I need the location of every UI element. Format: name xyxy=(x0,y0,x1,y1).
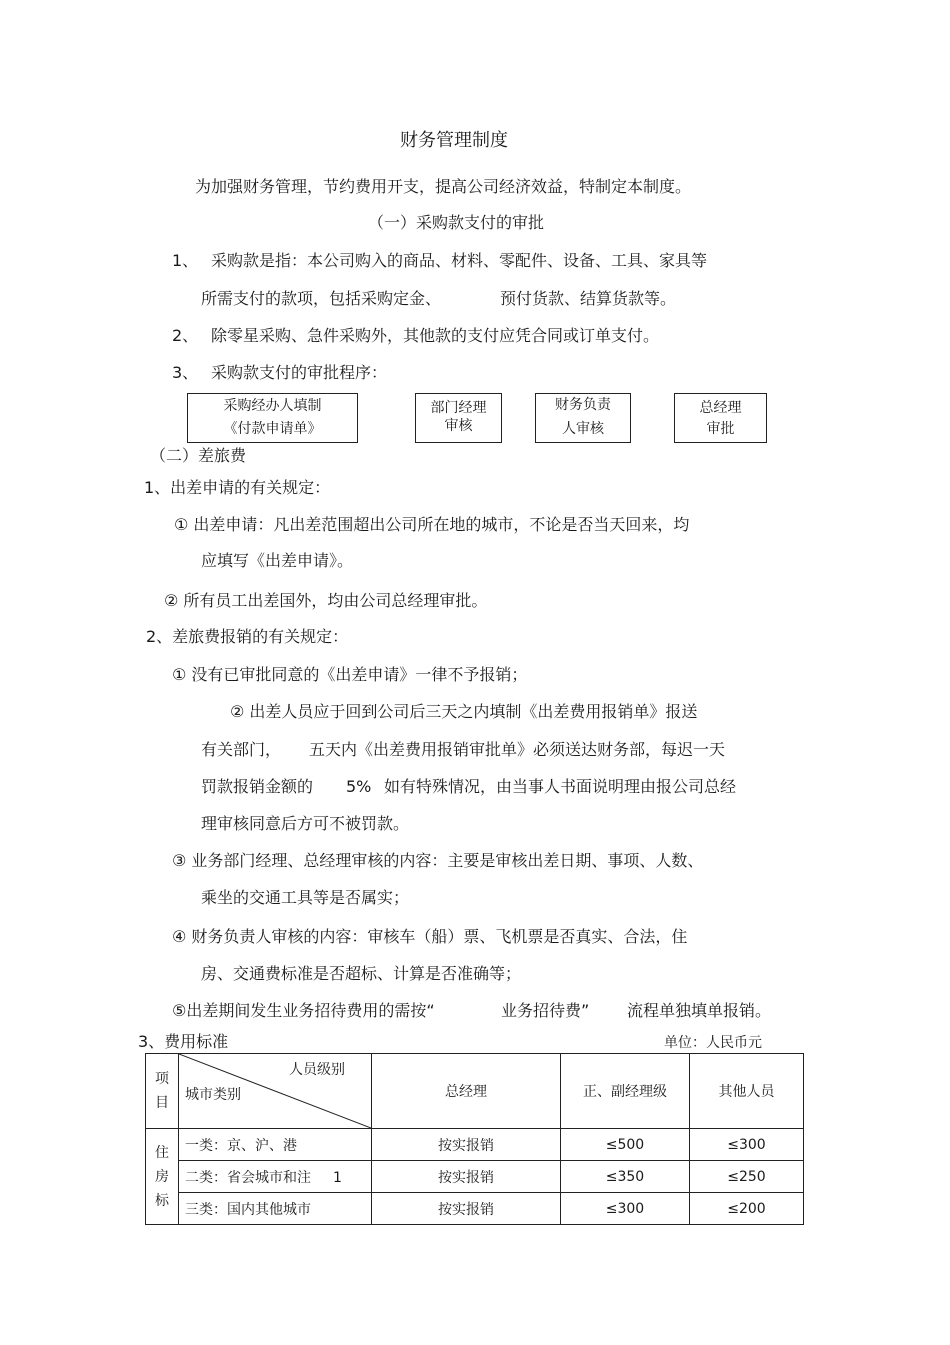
item-column-header xyxy=(146,1054,179,1129)
flow-step-line1: 总经理 xyxy=(699,400,742,416)
flow-step-line2: 《付款申请单》 xyxy=(223,421,322,437)
sub2-item2: ② 出差人员应于回到公司后三天之内填制《出差费用报销单》报送 xyxy=(230,702,698,721)
flow-step-finance xyxy=(535,393,631,443)
section1-heading: （一）采购款支付的审批 xyxy=(368,213,545,232)
group-label-char: 标 xyxy=(155,1192,169,1209)
item1-text-cont2: 预付货款、结算货款等。 xyxy=(500,289,677,308)
gm-value-cell: 按实报销 xyxy=(372,1193,561,1225)
item1-text: 采购款是指：本公司购入的商品、材料、零配件、设备、工具、家具等 xyxy=(211,251,708,270)
flow-step-line2: 审批 xyxy=(706,421,735,437)
staff-level-label: 人员级别 xyxy=(289,1062,345,1078)
sub2-item4: ④ 财务负责人审核的内容：审核车（船）票、飞机票是否真实、合法，住 xyxy=(172,927,688,946)
sub2-item2-cont3: 理审核同意后方可不被罚款。 xyxy=(201,814,410,833)
flow-step-gm xyxy=(674,393,767,443)
city-category-cell: 三类：国内其他城市 xyxy=(179,1193,372,1225)
sub2-heading: 2、差旅费报销的有关规定： xyxy=(146,627,349,646)
flow-step-line1: 部门经理 xyxy=(430,400,487,416)
sub2-item1: ① 没有已审批同意的《出差申请》一律不予报销； xyxy=(172,665,528,684)
column-header-manager: 正、副经理级 xyxy=(561,1054,690,1129)
page-title: 财务管理制度 xyxy=(400,130,508,151)
item1-number: 1、 xyxy=(172,251,199,270)
other-value-cell: ≤300 xyxy=(690,1129,804,1161)
diagonal-header-cell xyxy=(179,1054,372,1129)
table-header-row xyxy=(146,1054,804,1129)
sub2-item2-percent: 5% xyxy=(346,777,372,796)
sub2-item2-cont2-c: 如有特殊情况，由当事人书面说明理由报公司总经 xyxy=(384,777,737,796)
sub2-item2-cont-a: 有关部门， xyxy=(201,740,282,759)
other-value-cell: ≤200 xyxy=(690,1193,804,1225)
flow-step-dept-manager xyxy=(415,393,502,443)
sub2-item5-b: 业务招待费” xyxy=(501,1001,590,1020)
sub2-item2-cont-b: 五天内《出差费用报销审批单》必须送达财务部，每迟一天 xyxy=(309,740,726,759)
footnote-marker: 1 xyxy=(333,1169,342,1186)
flow-step-line2: 审核 xyxy=(444,418,473,434)
item2-number: 2、 xyxy=(172,326,199,345)
item3-text: 采购款支付的审批程序： xyxy=(211,363,388,382)
sub1-item2: ② 所有员工出差国外，均由公司总经理审批。 xyxy=(164,591,488,610)
sub2-item5-c: 流程单独填单报销。 xyxy=(627,1001,772,1020)
table-row xyxy=(146,1193,804,1225)
sub1-item1: ① 出差申请：凡出差范围超出公司所在地的城市，不论是否当天回来，均 xyxy=(174,515,690,534)
sub2-item3: ③ 业务部门经理、总经理审核的内容：主要是审核出差日期、事项、人数、 xyxy=(172,851,704,870)
flow-step-line2: 人审核 xyxy=(562,421,604,437)
item3-number: 3、 xyxy=(172,363,199,382)
manager-value-cell: ≤500 xyxy=(561,1129,690,1161)
currency-unit: 单位：人民币元 xyxy=(664,1035,762,1051)
flow-step-applicant xyxy=(187,393,358,443)
item2-text: 除零星采购、急件采购外，其他款的支付应凭合同或订单支付。 xyxy=(211,326,660,345)
group-label-char: 住 xyxy=(155,1144,169,1161)
table-row xyxy=(146,1129,804,1161)
city-category-text: 二类：省会城市和注 xyxy=(185,1169,311,1186)
group-label-char: 房 xyxy=(155,1168,169,1185)
item-header-char: 目 xyxy=(155,1095,169,1111)
sub2-item5-a: ⑤出差期间发生业务招待费用的需按“ xyxy=(172,1001,435,1020)
sub2-item3-cont: 乘坐的交通工具等是否属实； xyxy=(201,888,410,907)
gm-value-cell: 按实报销 xyxy=(372,1161,561,1193)
flow-step-line1: 采购经办人填制 xyxy=(223,398,322,414)
fee-standard-table xyxy=(145,1053,804,1225)
column-header-other: 其他人员 xyxy=(690,1054,804,1129)
intro-paragraph: 为加强财务管理，节约费用开支，提高公司经济效益，特制定本制度。 xyxy=(195,177,692,196)
city-category-label: 城市类别 xyxy=(185,1087,241,1103)
city-category-cell: 一类：京、沪、港 xyxy=(179,1129,372,1161)
flow-step-line1: 财务负责 xyxy=(555,397,611,413)
item1-text-cont: 所需支付的款项，包括采购定金、 xyxy=(201,289,442,308)
housing-group-label xyxy=(146,1129,179,1225)
city-category-cell xyxy=(179,1161,372,1193)
sub2-item2-cont2-a: 罚款报销金额的 xyxy=(201,777,314,796)
table-row xyxy=(146,1161,804,1193)
other-value-cell: ≤250 xyxy=(690,1161,804,1193)
sub1-item1-cont: 应填写《出差申请》。 xyxy=(201,551,354,570)
manager-value-cell: ≤350 xyxy=(561,1161,690,1193)
item-header-char: 项 xyxy=(155,1071,169,1087)
manager-value-cell: ≤300 xyxy=(561,1193,690,1225)
column-header-gm: 总经理 xyxy=(372,1054,561,1129)
sub1-heading: 1、出差申请的有关规定： xyxy=(144,478,331,497)
gm-value-cell: 按实报销 xyxy=(372,1129,561,1161)
sub2-item4-cont: 房、交通费标准是否超标、计算是否准确等； xyxy=(201,964,522,983)
sub3-heading: 3、费用标准 xyxy=(138,1032,229,1051)
section2-heading: （二）差旅费 xyxy=(150,446,247,465)
